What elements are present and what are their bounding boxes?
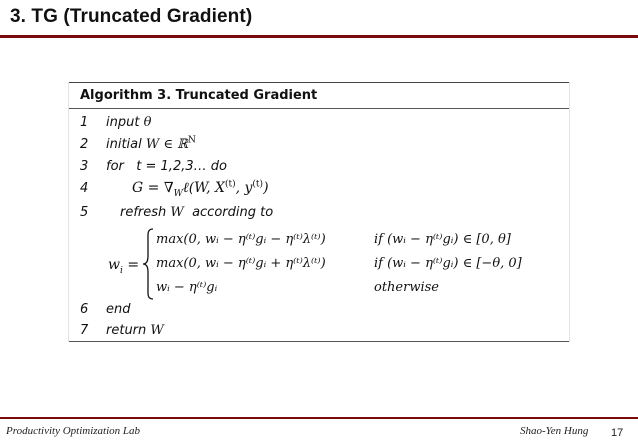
line-keyword: return — [106, 323, 147, 338]
page-number: 17 — [611, 427, 624, 439]
algorithm-line-3 — [106, 159, 227, 174]
algorithm-line-2 — [106, 137, 196, 152]
line-keyword: for — [106, 159, 124, 174]
line-number: 3 — [80, 159, 89, 174]
algorithm-heading-rule — [68, 108, 570, 109]
line-number: 4 — [80, 181, 89, 196]
algorithm-line-7 — [106, 323, 164, 338]
piecewise-case-3-expr: wᵢ − η⁽ᵗ⁾gᵢ — [156, 280, 218, 295]
piecewise-case-1-cond: if (wᵢ − η⁽ᵗ⁾gᵢ) ∈ [0, θ] — [374, 232, 511, 247]
line-number: 7 — [80, 323, 89, 338]
algorithm-line-1 — [106, 115, 151, 130]
piecewise-case-2-cond: if (wᵢ − η⁽ᵗ⁾gᵢ) ∈ [−θ, 0] — [374, 256, 522, 271]
footer-author: Shao-Yen Hung — [520, 425, 589, 437]
footer-divider — [0, 417, 638, 419]
algorithm-line-5 — [120, 205, 273, 220]
algorithm-left-edge — [68, 82, 69, 342]
math-part: , y — [235, 180, 253, 196]
algorithm-bottom-rule — [68, 341, 570, 342]
piecewise-lhs: $w_i$ = — [108, 257, 140, 276]
piecewise-case-2-expr: max⁡(0, wᵢ − η⁽ᵗ⁾gᵢ + η⁽ᵗ⁾λ⁽ᵗ⁾) — [156, 256, 326, 271]
footer-lab-name: Productivity Optimization Lab — [6, 425, 141, 437]
title-divider — [0, 35, 638, 38]
piecewise-case-1-expr: max⁡(0, wᵢ − η⁽ᵗ⁾gᵢ − η⁽ᵗ⁾λ⁽ᵗ⁾) — [156, 232, 326, 247]
left-brace — [142, 228, 154, 300]
math-sup: (t) — [252, 179, 264, 190]
line-text: according to — [192, 205, 274, 220]
line-math-sup: N — [187, 135, 196, 146]
line-text: t = 1,2,3… do — [136, 159, 227, 174]
line-keyword: refresh — [120, 205, 167, 220]
algorithm-right-edge — [569, 82, 570, 342]
line-math: W ∈ ℝ — [145, 137, 188, 152]
line-math: θ — [143, 115, 152, 130]
math-part: G = ∇ — [132, 180, 174, 196]
line-number: 1 — [80, 115, 89, 130]
math-part: ) — [263, 180, 269, 196]
algorithm-top-rule — [68, 82, 570, 83]
math-sup: (t) — [224, 179, 236, 190]
math-sub: W — [173, 188, 183, 199]
line-keyword: end — [106, 302, 131, 317]
line-keyword: input — [106, 115, 140, 130]
line-var: W — [150, 323, 164, 338]
lhs-var: w — [108, 257, 120, 273]
lhs-sub: i — [119, 265, 123, 276]
math-part: ℓ(W, X — [182, 180, 225, 196]
line-number: 5 — [80, 205, 89, 220]
line-number: 6 — [80, 302, 89, 317]
slide-title: 3. TG (Truncated Gradient) — [10, 6, 253, 27]
line-keyword: initial — [106, 137, 142, 152]
line-number: 2 — [80, 137, 89, 152]
algorithm-line-4 — [132, 180, 269, 197]
algorithm-box — [68, 82, 570, 342]
algorithm-line-6 — [106, 302, 131, 317]
piecewise-case-3-cond: otherwise — [374, 280, 439, 295]
line-var: W — [170, 205, 184, 220]
algorithm-heading: Algorithm 3. Truncated Gradient — [80, 88, 318, 103]
